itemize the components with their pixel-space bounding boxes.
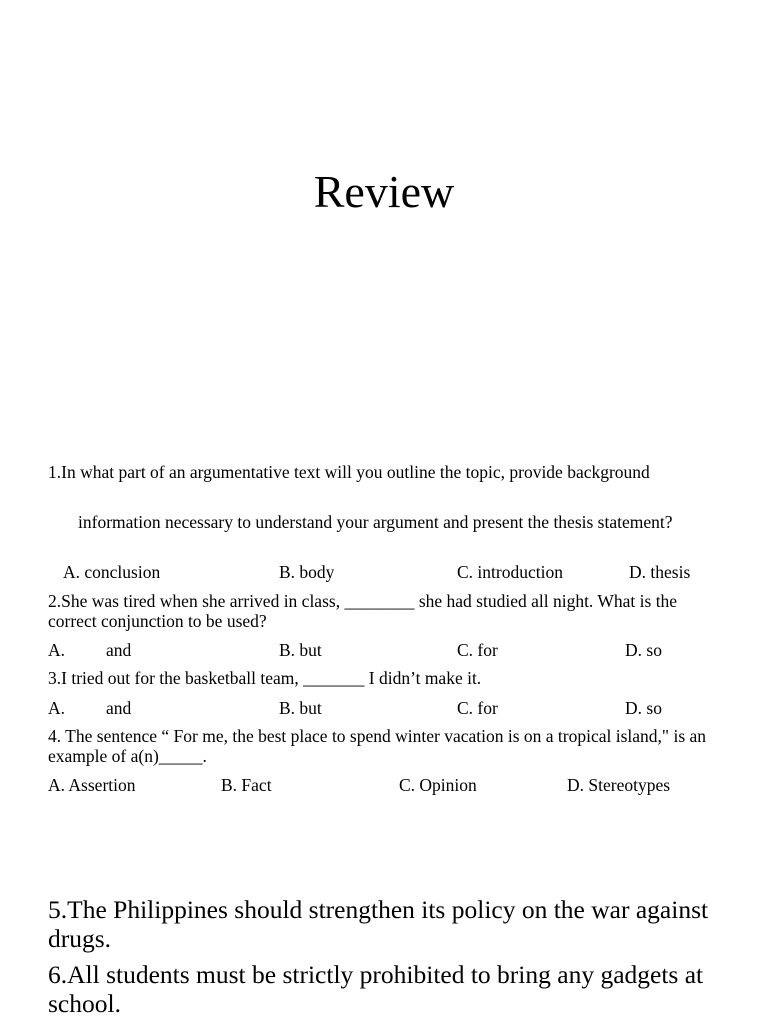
question-4-text: 4. The sentence “ For me, the best place to spend winter vacation is on a tropical island," is an example of a(n)_____. bbox=[48, 726, 707, 766]
q1-option-d[interactable]: D. thesis bbox=[629, 562, 691, 582]
q2-option-d[interactable]: D. so bbox=[625, 640, 662, 660]
q2-option-a-letter[interactable]: A. bbox=[48, 640, 66, 660]
page-title: Review bbox=[313, 166, 455, 217]
q1-option-c[interactable]: C. introduction bbox=[457, 562, 563, 582]
question-1-line-2: information necessary to understand your argument and present the thesis statement? bbox=[78, 512, 673, 532]
question-1-line-1: 1.In what part of an argumentative text will you outline the topic, provide background bbox=[48, 462, 650, 482]
statement-5: 5.The Philippines should strengthen its policy on the war against drugs. bbox=[48, 895, 709, 953]
q1-option-a[interactable]: A. conclusion bbox=[63, 562, 161, 582]
question-1-text bbox=[48, 462, 708, 516]
q4-option-d[interactable]: D. Stereotypes bbox=[567, 775, 671, 795]
question-2-text: 2.She was tired when she arrived in class, ________ she had studied all night. What is the correct conjunction to be used? bbox=[48, 591, 678, 631]
q2-option-a-text[interactable]: and bbox=[106, 640, 132, 660]
statement-6: 6.All students must be strictly prohibited to bring any gadgets at school. bbox=[48, 960, 704, 1018]
q2-option-b[interactable]: B. but bbox=[279, 640, 322, 660]
q4-option-b[interactable]: B. Fact bbox=[221, 775, 272, 795]
q3-option-a-letter[interactable]: A. bbox=[48, 698, 66, 718]
question-3-text: 3.I tried out for the basketball team, _______ I didn’t make it. bbox=[48, 668, 482, 688]
q3-option-c[interactable]: C. for bbox=[457, 698, 498, 718]
q4-option-c[interactable]: C. Opinion bbox=[399, 775, 477, 795]
q2-option-c[interactable]: C. for bbox=[457, 640, 498, 660]
q1-option-b[interactable]: B. body bbox=[279, 562, 335, 582]
q3-option-b[interactable]: B. but bbox=[279, 698, 322, 718]
q3-option-d[interactable]: D. so bbox=[625, 698, 662, 718]
q3-option-a-text[interactable]: and bbox=[106, 698, 132, 718]
q4-option-a[interactable]: A. Assertion bbox=[48, 775, 136, 795]
